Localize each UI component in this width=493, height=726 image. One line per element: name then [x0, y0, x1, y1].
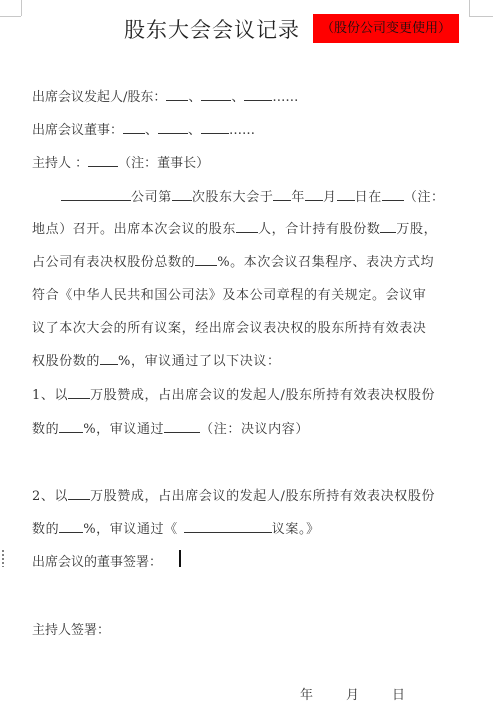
resolution-1-line: 数的 %，审议通过 （注：决议内容） [32, 422, 309, 437]
paragraph-handle-icon[interactable] [2, 549, 4, 567]
field-label: 主持人 ： [32, 156, 89, 171]
date-year: 年 [300, 688, 314, 703]
page-margin-mark [21, 0, 22, 16]
blank-field[interactable] [236, 231, 258, 233]
paragraph-line: 符合《中华人民共和国公司法》及本公司章程的有关规定。会议审 [32, 288, 427, 303]
blank-field[interactable] [164, 431, 200, 433]
blank-field[interactable] [184, 531, 272, 533]
blank-field[interactable] [59, 531, 83, 533]
blank-field[interactable] [382, 199, 404, 201]
date-day: 日 [392, 688, 406, 703]
document-title: 股东大会会议记录 [124, 18, 300, 42]
blank-field[interactable] [61, 199, 131, 201]
blank-field[interactable] [201, 99, 231, 101]
host-line[interactable]: 主持人 ： （注：董事长） [32, 156, 210, 171]
blank-field[interactable] [123, 132, 145, 134]
blank-field[interactable] [68, 397, 90, 399]
usage-badge: （股份公司变更使用） [313, 14, 459, 43]
blank-field[interactable] [273, 199, 291, 201]
blank-field[interactable] [68, 498, 90, 500]
paragraph-line: 权股份数的 %，审议通过了以下决议： [32, 354, 281, 369]
blank-field[interactable] [244, 99, 272, 101]
paragraph-line: 地点）召开。出席本次会议的股东 人，合计持有股份数 万股， [32, 222, 438, 237]
paragraph-line: 占公司有表决权股份总数的 %。本次会议召集程序、表决方式均 [32, 255, 435, 270]
blank-field[interactable] [59, 431, 83, 433]
page-margin-mark [469, 0, 470, 16]
resolution-2-line: 数的 %，审议通过《 议案。》 [32, 522, 320, 537]
page-margin-mark [469, 16, 493, 17]
text-cursor [179, 550, 181, 567]
blank-field[interactable] [172, 199, 192, 201]
blank-field[interactable] [166, 99, 188, 101]
blank-field[interactable] [201, 132, 229, 134]
field-label: 出席会议董事： [32, 123, 124, 138]
paragraph-line: 公司第 次股东大会于 年 月 日在 （注： [61, 186, 445, 205]
blank-field[interactable] [88, 165, 118, 167]
paragraph-line: 议了本次大会的所有议案，经出席会议表决权的股东所持有效表决 [32, 321, 427, 336]
blank-field[interactable] [195, 264, 217, 266]
attendee-directors-line[interactable]: 出席会议董事： 、 、 …… [32, 123, 256, 138]
host-signature-label: 主持人签署： [32, 623, 111, 638]
directors-signature-label: 出席会议的董事签署： [32, 555, 163, 570]
blank-field[interactable] [305, 199, 323, 201]
resolution-1-line: 1、以 万股赞成，占出席会议的发起人/股东所持有效表决权股份 [32, 388, 436, 403]
blank-field[interactable] [100, 363, 118, 365]
blank-field[interactable] [380, 231, 396, 233]
page-margin-mark [0, 16, 21, 17]
resolution-2-line: 2、以 万股赞成，占出席会议的发起人/股东所持有效表决权股份 [32, 489, 436, 504]
date-month: 月 [346, 688, 360, 703]
blank-field[interactable] [337, 199, 355, 201]
attendee-shareholders-line[interactable]: 出席会议发起人/股东： 、 、 …… [32, 90, 299, 105]
field-label: 出席会议发起人/股东： [32, 90, 167, 105]
blank-field[interactable] [158, 132, 188, 134]
